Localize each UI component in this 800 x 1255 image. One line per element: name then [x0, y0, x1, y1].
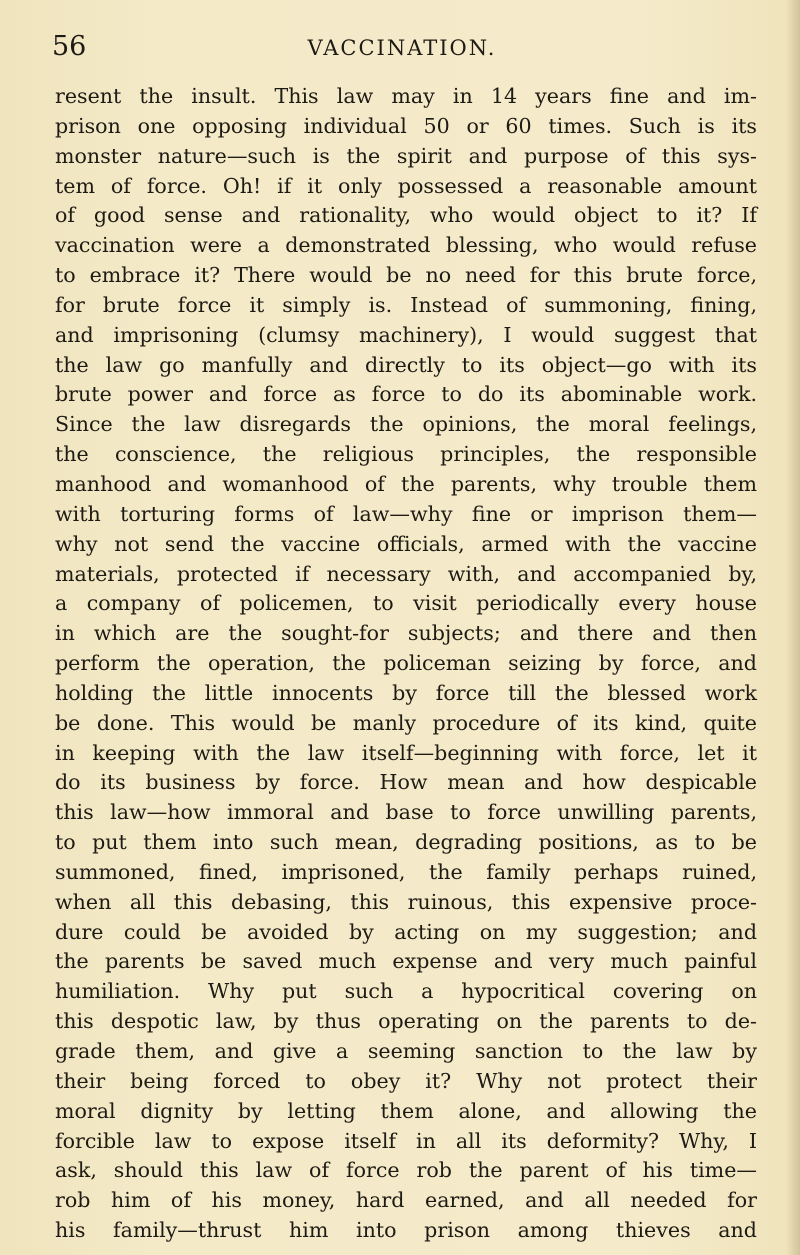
text-line: with torturing forms of law—why fine or imprison them—: [55, 501, 757, 526]
text-line: when all this debasing, this ruinous, this expensive proce-: [55, 889, 757, 914]
text-line: forcible law to expose itself in all its deformity? Why, I: [55, 1128, 757, 1153]
text-line: in keeping with the law itself—beginning with force, let it: [55, 740, 757, 765]
text-line: ask, should this law of force rob the parent of his time—: [55, 1158, 757, 1183]
running-head: VACCINATION.: [307, 36, 497, 60]
text-line: the law go manfully and directly to its object—go with its: [55, 352, 757, 377]
text-line: prison one opposing individual 50 or 60 times. Such is its: [55, 113, 757, 138]
text-line: of good sense and rationality, who would object to it? If: [55, 203, 757, 228]
text-line: perform the operation, the policeman seizing by force, and: [55, 651, 757, 676]
text-line: the parents be saved much expense and very much painful: [55, 949, 757, 974]
text-line: moral dignity by letting them alone, and allowing the: [55, 1098, 757, 1123]
text-line: this despotic law, by thus operating on the parents to de-: [55, 1009, 757, 1034]
text-line: this law—how immoral and base to force unwilling parents,: [55, 800, 757, 825]
page-number: 56: [52, 31, 87, 62]
text-line: the conscience, the religious principles, the responsible: [55, 442, 757, 467]
text-line: humiliation. Why put such a hypocritical covering on: [55, 979, 757, 1004]
text-line: to put them into such mean, degrading positions, as to be: [55, 830, 757, 855]
body-text: [55, 82, 757, 1246]
text-line: be done. This would be manly procedure of its kind, quite: [55, 710, 757, 735]
text-line: dure could be avoided by acting on my suggestion; and: [55, 919, 757, 944]
text-line: tem of force. Oh! if it only possessed a reasonable amount: [55, 173, 757, 198]
text-line: do its business by force. How mean and how despicable: [55, 770, 757, 795]
text-line: rob him of his money, hard earned, and all needed for: [55, 1188, 757, 1213]
text-line: and imprisoning (clumsy machinery), I would suggest that: [55, 322, 757, 347]
text-line: why not send the vaccine officials, armed with the vaccine: [55, 531, 757, 556]
text-line: summoned, fined, imprisoned, the family perhaps ruined,: [55, 859, 757, 884]
text-line: materials, protected if necessary with, and accompanied by,: [55, 561, 757, 586]
text-line: vaccination were a demonstrated blessing, who would refuse: [55, 233, 757, 258]
text-line: grade them, and give a seeming sanction to the law by: [55, 1039, 757, 1063]
text-line: monster nature—such is the spirit and purpose of this sys-: [55, 143, 757, 168]
text-line: holding the little innocents by force till the blessed work: [55, 680, 757, 705]
text-line: in which are the sought-for subjects; and there and then: [55, 621, 757, 646]
text-line: manhood and womanhood of the parents, why trouble them: [55, 471, 757, 496]
page-edge-shadow: [786, 0, 800, 1255]
text-line: his family—thrust him into prison among thieves and: [55, 1218, 757, 1243]
text-line: to embrace it? There would be no need for this brute force,: [55, 263, 757, 288]
page-header: [52, 32, 752, 62]
text-line: Since the law disregards the opinions, the moral feelings,: [55, 412, 757, 437]
text-line: their being forced to obey it? Why not protect their: [55, 1068, 757, 1093]
text-line: for brute force it simply is. Instead of summoning, fining,: [55, 292, 757, 317]
text-line: resent the insult. This law may in 14 years fine and im-: [55, 84, 757, 108]
text-line: brute power and force as force to do its abominable work.: [55, 382, 757, 407]
text-line: a company of policemen, to visit periodically every house: [55, 591, 757, 616]
